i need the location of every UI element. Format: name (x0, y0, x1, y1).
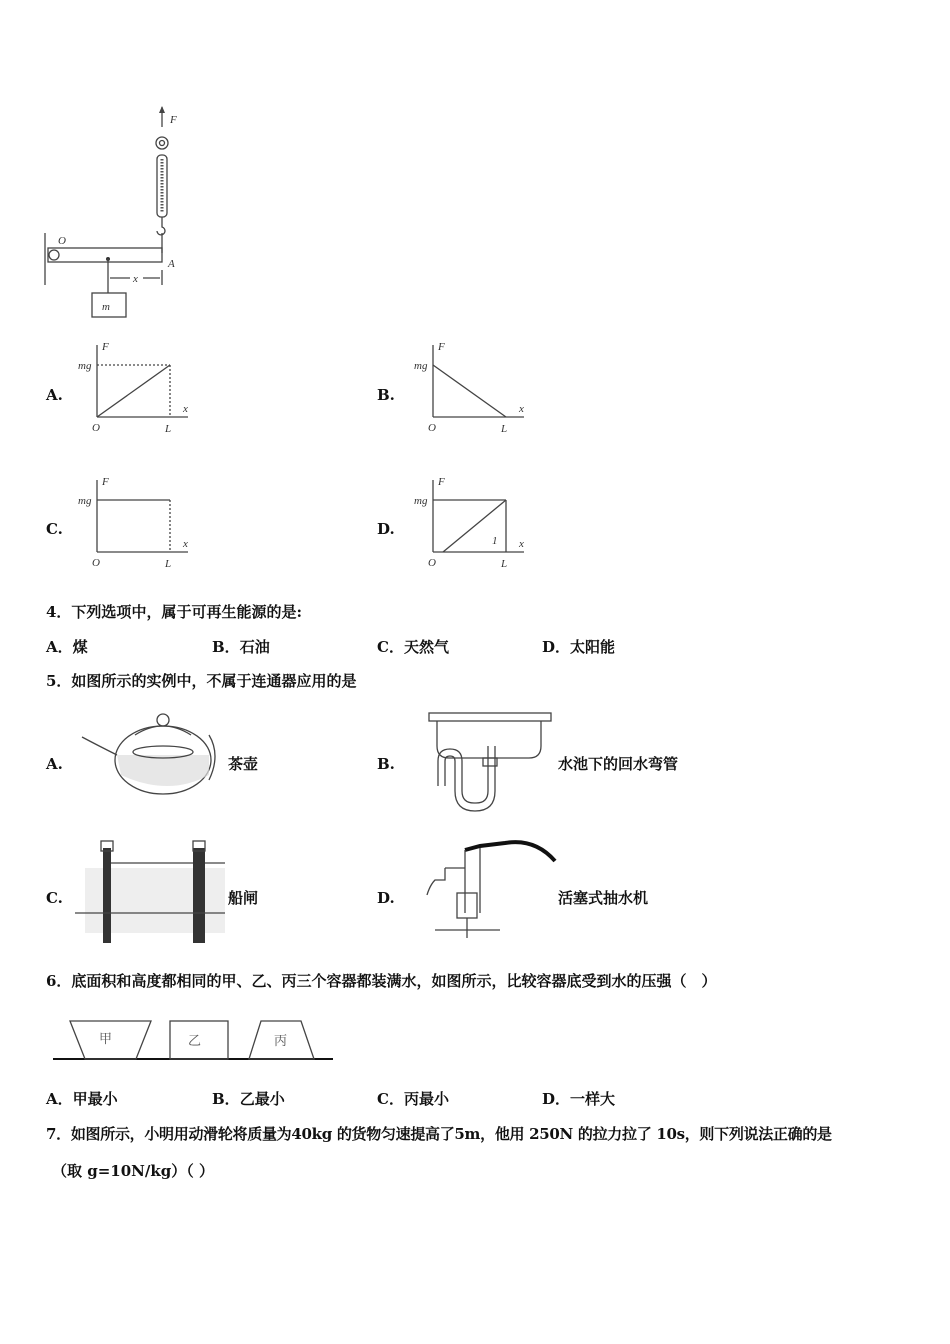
container-yi-label: 乙 (188, 1034, 202, 1049)
svg-text:O: O (428, 557, 436, 569)
svg-text:L: L (165, 423, 172, 435)
svg-text:F: F (438, 476, 445, 488)
q4-option-d[interactable]: D．太阳能 (542, 638, 616, 656)
q4-question: 4．下列选项中，属于可再生能源的是: (46, 603, 302, 621)
svg-text:x: x (183, 403, 188, 415)
svg-text:m: m (102, 301, 110, 313)
svg-text:O: O (428, 422, 436, 434)
container-bing-label: 丙 (274, 1034, 288, 1049)
graph-option-c[interactable] (80, 477, 190, 572)
q6-option-c[interactable]: C．丙最小 (377, 1090, 449, 1108)
svg-text:O: O (92, 422, 100, 434)
q5-option-b-text: 水池下的回水弯管 (558, 755, 679, 773)
svg-text:L: L (501, 558, 508, 570)
svg-text:F: F (102, 476, 109, 488)
svg-text:mg: mg (78, 495, 92, 507)
svg-text:L: L (501, 423, 508, 435)
sink-trap-image (425, 710, 555, 810)
svg-text:L: L (165, 558, 172, 570)
option-d-label[interactable]: D. (377, 520, 395, 538)
lever-spring-scale-figure (40, 105, 200, 325)
svg-text:F: F (102, 341, 109, 353)
svg-text:x: x (519, 403, 524, 415)
svg-text:O: O (92, 557, 100, 569)
piston-pump-image (405, 838, 560, 948)
option-a-label[interactable]: A. (46, 386, 63, 404)
svg-text:x: x (519, 538, 524, 550)
q6-option-d[interactable]: D．一样大 (542, 1090, 616, 1108)
teapot-image (75, 710, 225, 798)
q5-question: 5．如图所示的实例中，不属于连通器应用的是 (46, 672, 357, 690)
q4-option-a[interactable]: A．煤 (46, 638, 88, 656)
svg-text:mg: mg (414, 495, 428, 507)
option-b-label[interactable]: B. (377, 386, 395, 404)
q5-option-c-text: 船闸 (228, 889, 259, 907)
q4-option-b[interactable]: B．石油 (212, 638, 270, 656)
svg-text:F: F (170, 114, 177, 126)
svg-text:x: x (183, 538, 188, 550)
q6-option-b[interactable]: B．乙最小 (212, 1090, 285, 1108)
svg-text:mg: mg (78, 360, 92, 372)
q6-question: 6．底面积和高度都相同的甲、乙、丙三个容器都装满水，如图所示，比较容器底受到水的压强（ ） (46, 972, 717, 990)
option-c-label[interactable]: C. (46, 520, 63, 538)
q4-option-c[interactable]: C．天然气 (377, 638, 449, 656)
q7-question-line2: （取 g=10N/kg）（ ） (52, 1162, 214, 1180)
container-jia-label: 甲 (99, 1032, 113, 1047)
ship-lock-image (75, 838, 227, 948)
graph-option-a[interactable] (80, 342, 190, 437)
svg-text:A: A (168, 258, 175, 270)
q5-option-a-letter[interactable]: A. (46, 755, 63, 773)
q5-option-b-letter[interactable]: B. (377, 755, 395, 773)
q6-option-a[interactable]: A．甲最小 (46, 1090, 118, 1108)
svg-text:O: O (58, 235, 66, 247)
q5-option-d-text: 活塞式抽水机 (558, 889, 649, 907)
svg-text:x: x (133, 273, 138, 285)
q5-option-a-text: 茶壶 (228, 755, 259, 773)
q7-question-line1: 7．如图所示，小明用动滑轮将质量为40kg 的货物匀速提高了5m，他用 250N 的拉力拉了 10s，则下列说法正确的是 (46, 1125, 832, 1143)
q5-option-d-letter[interactable]: D. (377, 889, 395, 907)
graph-option-b[interactable] (416, 342, 526, 437)
graph-option-d[interactable] (416, 477, 526, 572)
svg-text:1: 1 (492, 535, 498, 547)
svg-text:mg: mg (414, 360, 428, 372)
q5-option-c-letter[interactable]: C. (46, 889, 63, 907)
svg-text:F: F (438, 341, 445, 353)
